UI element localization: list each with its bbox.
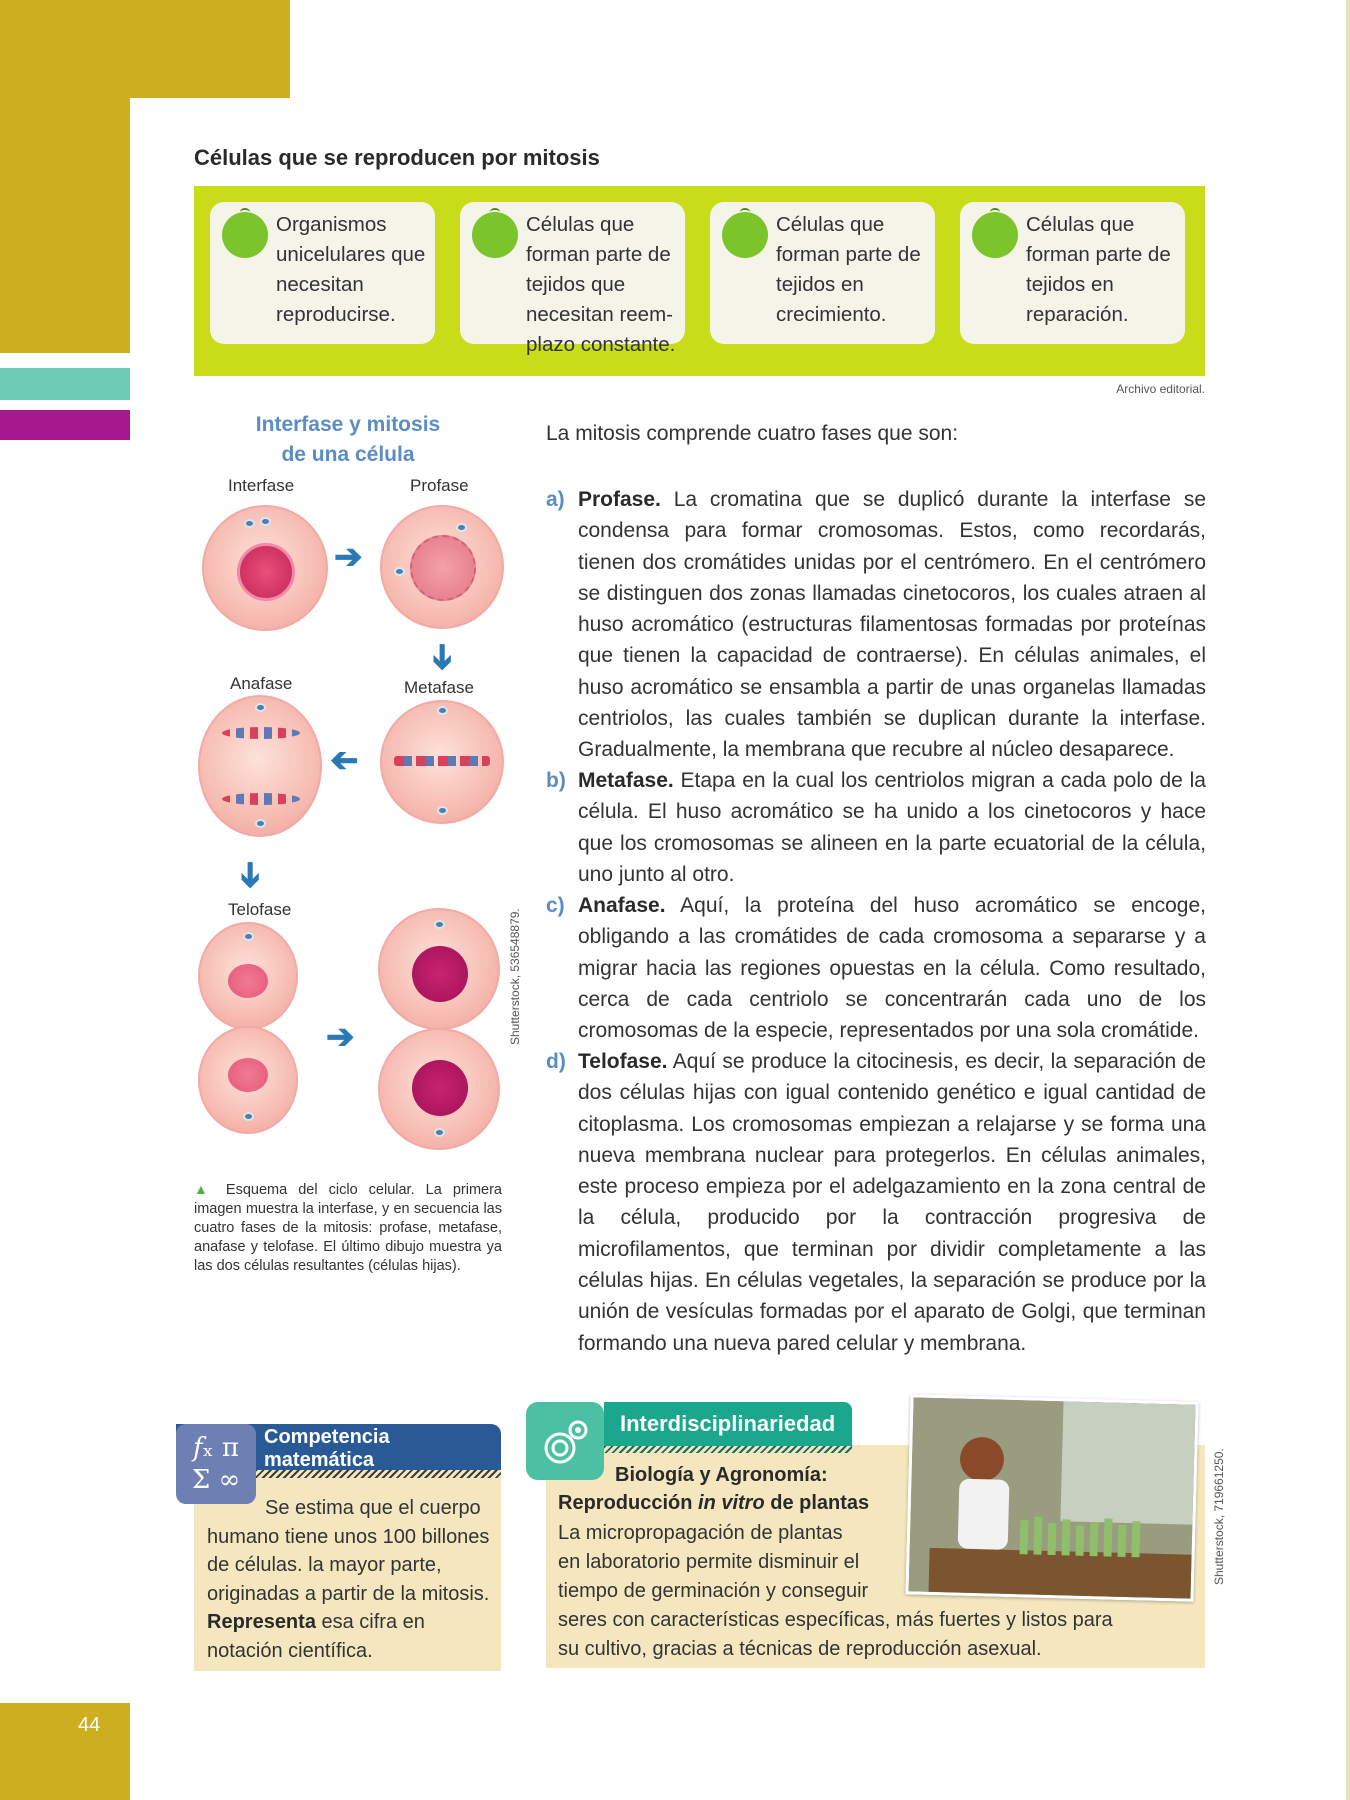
centriole (243, 1112, 254, 1121)
label-anafase: Anafase (230, 674, 293, 693)
magenta-tab (0, 410, 130, 440)
card-unicellular (210, 202, 435, 344)
centriole (255, 703, 266, 712)
interdisciplinary-subtitle-2 (558, 1492, 869, 1515)
green-apple-icon (222, 212, 268, 258)
math-verb: Representa (207, 1611, 316, 1634)
title-line: matemática (264, 1449, 375, 1471)
lab-photo (905, 1394, 1198, 1601)
card-text: Células que forman parte de tejidos en crecimiento. (776, 213, 921, 326)
phase-profase (546, 484, 1206, 766)
chromosomes (228, 1058, 268, 1092)
green-apple-icon (972, 212, 1018, 258)
centriole (437, 806, 448, 815)
math-symbols-icon (176, 1424, 256, 1504)
page-edge (1346, 0, 1350, 1800)
arrow-down-icon: ➔ (423, 642, 462, 672)
centriole (437, 706, 448, 715)
top-color-block (0, 0, 290, 98)
arrow-right-icon: ➔ (334, 538, 363, 576)
interdisciplinary-line: su cultivo, gracias a técnicas de reproducción asexual. (558, 1638, 1042, 1660)
cell-profase (380, 505, 504, 629)
phase-metafase (546, 765, 1206, 890)
phase-body: Aquí, la proteína del huso acromático se encoge, obligando a las cromátides de cada cromosoma a separarse y a migrar hacia las regiones opuestas en la célula. Como resultado, cerca de cada centriolo se concentrarán cada uno de los cromosomas de la especie, representados por una sola cromátide. (578, 894, 1206, 1043)
centriole (456, 523, 467, 532)
diagram-caption (194, 1180, 502, 1276)
diagram-title (218, 410, 478, 470)
subtitle-part: Reproducción (558, 1492, 699, 1514)
image-credit: Shutterstock, 719661250. (1212, 1448, 1226, 1585)
phase-letter: d) (546, 1050, 566, 1073)
green-apple-icon (472, 212, 518, 258)
interdisciplinary-subtitle: Biología y Agronomía: (615, 1464, 828, 1486)
card-tissue-replacement (460, 202, 685, 356)
centriole (260, 517, 271, 526)
section-title: Células que se reproducen por mitosis (194, 145, 600, 170)
label-profase: Profase (410, 476, 469, 495)
math-competence-title (264, 1426, 390, 1472)
centriole (243, 932, 254, 941)
cell-telofase-top (198, 922, 298, 1030)
cell-anafase (198, 695, 322, 837)
card-tissue-growth (710, 202, 935, 344)
page-number: 44 (78, 1714, 101, 1736)
centriole (244, 519, 255, 528)
diagram-title-line: Interfase y mitosis (255, 413, 441, 436)
side-color-block (0, 98, 130, 353)
phase-letter: c) (546, 894, 565, 917)
math-glyphs: 𝑓ₓ π (193, 1433, 239, 1463)
phase-term: Anafase. (578, 894, 666, 917)
math-glyphs: Σ ∞ (191, 1465, 241, 1495)
math-competence-text (207, 1494, 497, 1666)
centriole (394, 567, 405, 576)
card-text: Organismos unicelulares que necesitan reproducirse. (276, 213, 426, 326)
nucleus (412, 946, 468, 1002)
page-number-block (0, 1703, 130, 1800)
phase-body: La cromatina que se duplicó durante la interfase se condensa para formar cromosomas. Estos, como recordarás, tienen dos cromátides unidas por el centrómero. En el centrómero se distinguen dos zonas llamadas cinetocoros, los cuales atraen al huso acromático (estructuras filamentosas formadas por proteínas que tienen la capacidad de contraerse). En células animales, el huso acromático se ensambla a partir de unas organelas llamadas centriolos, las cuales también se duplican durante la interfase. Gradualmente, la membrana que recubre al núcleo desaparece. (578, 488, 1206, 762)
centriole (434, 1128, 445, 1137)
interdisciplinary-line: tiempo de germinación y conseguir (558, 1580, 869, 1602)
centriole (434, 920, 445, 929)
chromosomes (228, 964, 268, 998)
arrow-left-icon: ➔ (330, 742, 359, 780)
header-hatch (604, 1446, 852, 1453)
cell-telofase-bottom (198, 1026, 298, 1134)
cell-metafase (380, 700, 504, 824)
image-credit: Shutterstock, 536548879. (508, 908, 522, 1045)
interdisciplinary-line: La micropropagación de plantas (558, 1522, 843, 1544)
cell-interfase (202, 505, 328, 631)
phase-body: Etapa en la cual los centriolos migran a cada polo de la célula. El huso acromático se ha unido a los cinetocoros y hace que los cromosomas se alineen en la parte ecuatorial de la célula, uno junto al otro. (578, 769, 1206, 886)
label-telofase: Telofase (228, 900, 292, 919)
centriole (255, 819, 266, 828)
card-tissue-repair (960, 202, 1185, 344)
phase-letter: b) (546, 769, 566, 792)
caption-text: Esquema del ciclo celular. La primera imagen muestra la interfase, y en secuencia las cuatro fases de la mitosis: profase, metafase, anafase y telofase. El último dibujo muestra ya las dos células resultantes (células hijas). (194, 1182, 502, 1274)
arrow-right-icon: ➔ (326, 1018, 355, 1056)
intro-text: La mitosis comprende cuatro fases que son: (546, 422, 959, 445)
subtitle-part: de plantas (764, 1492, 870, 1514)
math-text-before: Se estima que el cuerpo humano tiene unos 100 billones de células. la mayor parte, originadas a partir de la mitosis. (207, 1497, 490, 1605)
triangle-marker-icon: ▲ (194, 1181, 215, 1197)
phase-anafase (546, 890, 1206, 1046)
card-text: Células que forman parte de tejidos que necesitan reem-plazo constante. (526, 213, 676, 356)
phase-letter: a) (546, 488, 565, 511)
phase-term: Metafase. (578, 769, 674, 792)
arrow-down-icon: ➔ (231, 860, 270, 890)
nucleus (237, 543, 295, 601)
interdisciplinary-line: seres con características específicas, más fuertes y listos para (558, 1609, 1113, 1631)
nucleus (410, 535, 476, 601)
phase-term: Profase. (578, 488, 661, 511)
daughter-cell (378, 908, 500, 1030)
math-text-after: esa cifra en notación científica. (207, 1611, 425, 1662)
interdisciplinary-title: Interdisciplinariedad (620, 1411, 836, 1436)
teal-tab (0, 368, 130, 400)
phase-body: Aquí se produce la citocinesis, es decir, la separación de dos células hijas con igual contenido genético e igual cantidad de citoplasma. Los cromosomas empiezan a relajarse y se forma una nueva membrana nuclear para protegerlos. En células animales, este proceso empieza por el adelgazamiento en la zona central de la célula, producido por la contracción progresiva de microfilamentos, que terminan por dividir completamente a las células hijas. En células vegetales, la separación se produce por la unión de vesículas formadas por el aparato de Golgi, que terminan formando una nueva pared celular y membrana. (578, 1050, 1206, 1355)
mitosis-cells-box (194, 186, 1205, 376)
phase-telofase (546, 1046, 1206, 1359)
image-credit: Archivo editorial. (1116, 382, 1205, 396)
chromatids-top (222, 727, 300, 739)
interdisciplinary-line: en laboratorio permite disminuir el (558, 1551, 860, 1573)
title-line: Competencia (264, 1426, 390, 1448)
card-text: Células que forman parte de tejidos en reparación. (1026, 213, 1171, 326)
green-apple-icon (722, 212, 768, 258)
chromatids-bottom (222, 793, 300, 805)
label-interfase: Interfase (228, 476, 295, 495)
diagram-title-line: de una célula (281, 443, 415, 466)
daughter-cell (378, 1028, 500, 1150)
nucleus (412, 1060, 468, 1116)
phase-term: Telofase. (578, 1050, 668, 1073)
chromosome-plate (394, 756, 490, 766)
subtitle-italic: in vitro (698, 1492, 765, 1514)
interdisciplinary-icon (526, 1402, 604, 1480)
label-metafase: Metafase (404, 678, 474, 697)
